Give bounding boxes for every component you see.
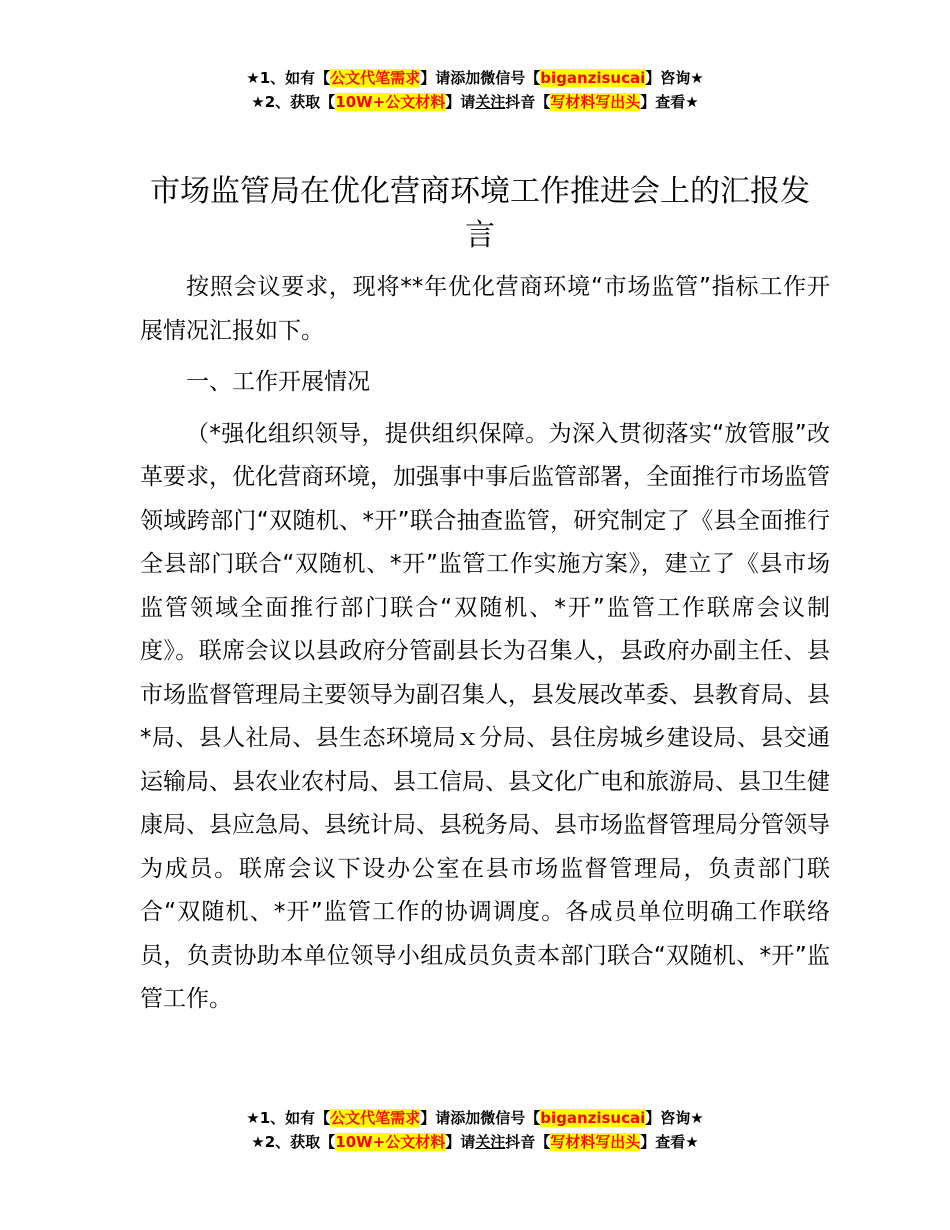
- section-heading: 一、工作开展情况: [186, 369, 370, 395]
- highlight-douyin: 写材料写出头: [550, 93, 641, 111]
- highlight-service: 公文代笔需求: [330, 69, 421, 87]
- highlight-service: 公文代笔需求: [330, 1109, 421, 1127]
- highlight-materials: 10W+公文材料: [335, 1133, 446, 1151]
- banner-line-2: ★2、获取【10W+公文材料】请关注抖音【写材料写出头】查看★: [251, 93, 699, 111]
- header-banner: [0, 66, 950, 114]
- body-paragraph: （*强化组织领导，提供组织保障。为深入贯彻落实“放管服”改革要求，优化营商环境，加强事中事后监管部署，全面推行市场监管领域跨部门“双随机、*开”联合抽查监管，研究制定了《县全面推行全县部门联合“双随机、*开”监管工作实施方案》，建立了《县市场监管领域全面推行部门联合“双随机、*开”监管工作联席会议制度》。联席会议以县政府分管副县长为召集人，县政府办副主任、县市场监督管理局主要领导为副召集人，县发展改革委、县教育局、县*局、县人社局、县生态环境局ｘ分局、县住房城乡建设局、县交通运输局、县农业农村局、县工信局、县文化广电和旅游局、县卫生健康局、县应急局、县统计局、县税务局、县市场监督管理局分管领导为成员。联席会议下设办公室在县市场监督管理局，负责部门联合“双随机、*开”监管工作的协调调度。各成员单位明确工作联络员，负责协助本单位领导小组成员负责本部门联合“双随机、*开”监管工作。: [140, 420, 830, 1012]
- highlight-materials: 10W+公文材料: [335, 93, 446, 111]
- highlight-wechat-id: biganzisucai: [540, 69, 646, 87]
- footer-banner: [0, 1106, 950, 1154]
- intro-paragraph: 按照会议要求，现将**年优化营商环境“市场监管”指标工作开展情况汇报如下。: [140, 274, 830, 344]
- highlight-douyin: 写材料写出头: [550, 1133, 641, 1151]
- document-title: 市场监管局在优化营商环境工作推进会上的汇报发言: [150, 174, 810, 253]
- highlight-wechat-id: biganzisucai: [540, 1109, 646, 1127]
- banner-line-1: ★1、如有【公文代笔需求】请添加微信号【biganzisucai】咨询★: [246, 69, 704, 87]
- document-body: [140, 266, 830, 1022]
- underlined-follow: 关注: [475, 93, 506, 111]
- underlined-follow: 关注: [475, 1133, 506, 1151]
- footer-banner-line-1: ★1、如有【公文代笔需求】请添加微信号【biganzisucai】咨询★: [246, 1109, 704, 1127]
- footer-banner-line-2: ★2、获取【10W+公文材料】请关注抖音【写材料写出头】查看★: [251, 1133, 699, 1151]
